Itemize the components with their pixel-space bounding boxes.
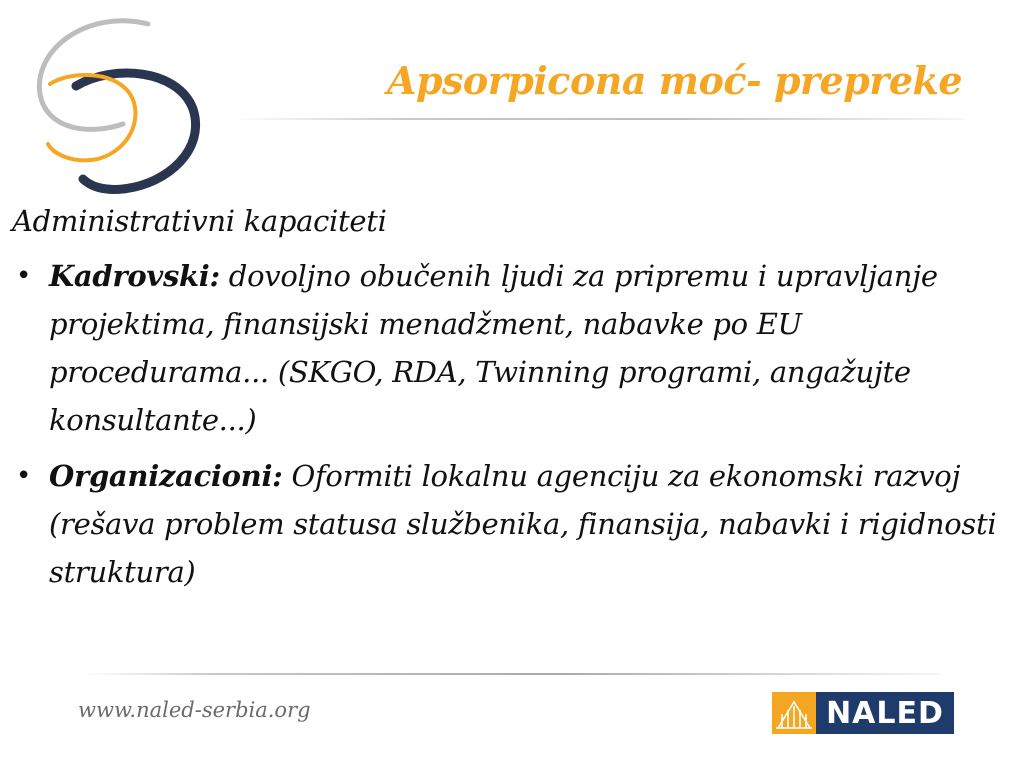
bullet-item-organizacioni [12,452,1012,596]
title-divider [232,118,964,120]
slide-content [12,198,1012,604]
section-subheading: Administrativni kapaciteti [12,204,387,238]
footer-divider [86,673,940,675]
naled-logo-text: NALED [816,692,954,734]
bullet-label: Kadrovski: [49,259,220,293]
swirl-logo-icon [28,14,218,194]
bullet-list [12,252,1012,596]
bullet-label: Organizacioni: [49,459,283,493]
slide-title: Apsorpicona moć- prepreke [386,58,962,103]
bullet-icon: • [16,261,32,291]
bullet-item-kadrovski [12,252,1012,444]
footer-url[interactable]: www.naled-serbia.org [78,698,311,722]
bullet-text: Oformiti lokalnu agenciju za ekonomski razvoj (rešava problem statusa službenika, finansija, nabavki i rigidnosti struktura) [49,459,997,589]
naled-building-icon [772,692,816,734]
bullet-icon: • [16,461,32,491]
bullet-text: dovoljno obučenih ljudi za pripremu i upravljanje projektima, finansijski menadžment, nabavke po EU procedurama... (SKGO, RDA, Twinning programi, angažujte konsultante...) [49,259,938,437]
naled-logo [772,692,954,734]
